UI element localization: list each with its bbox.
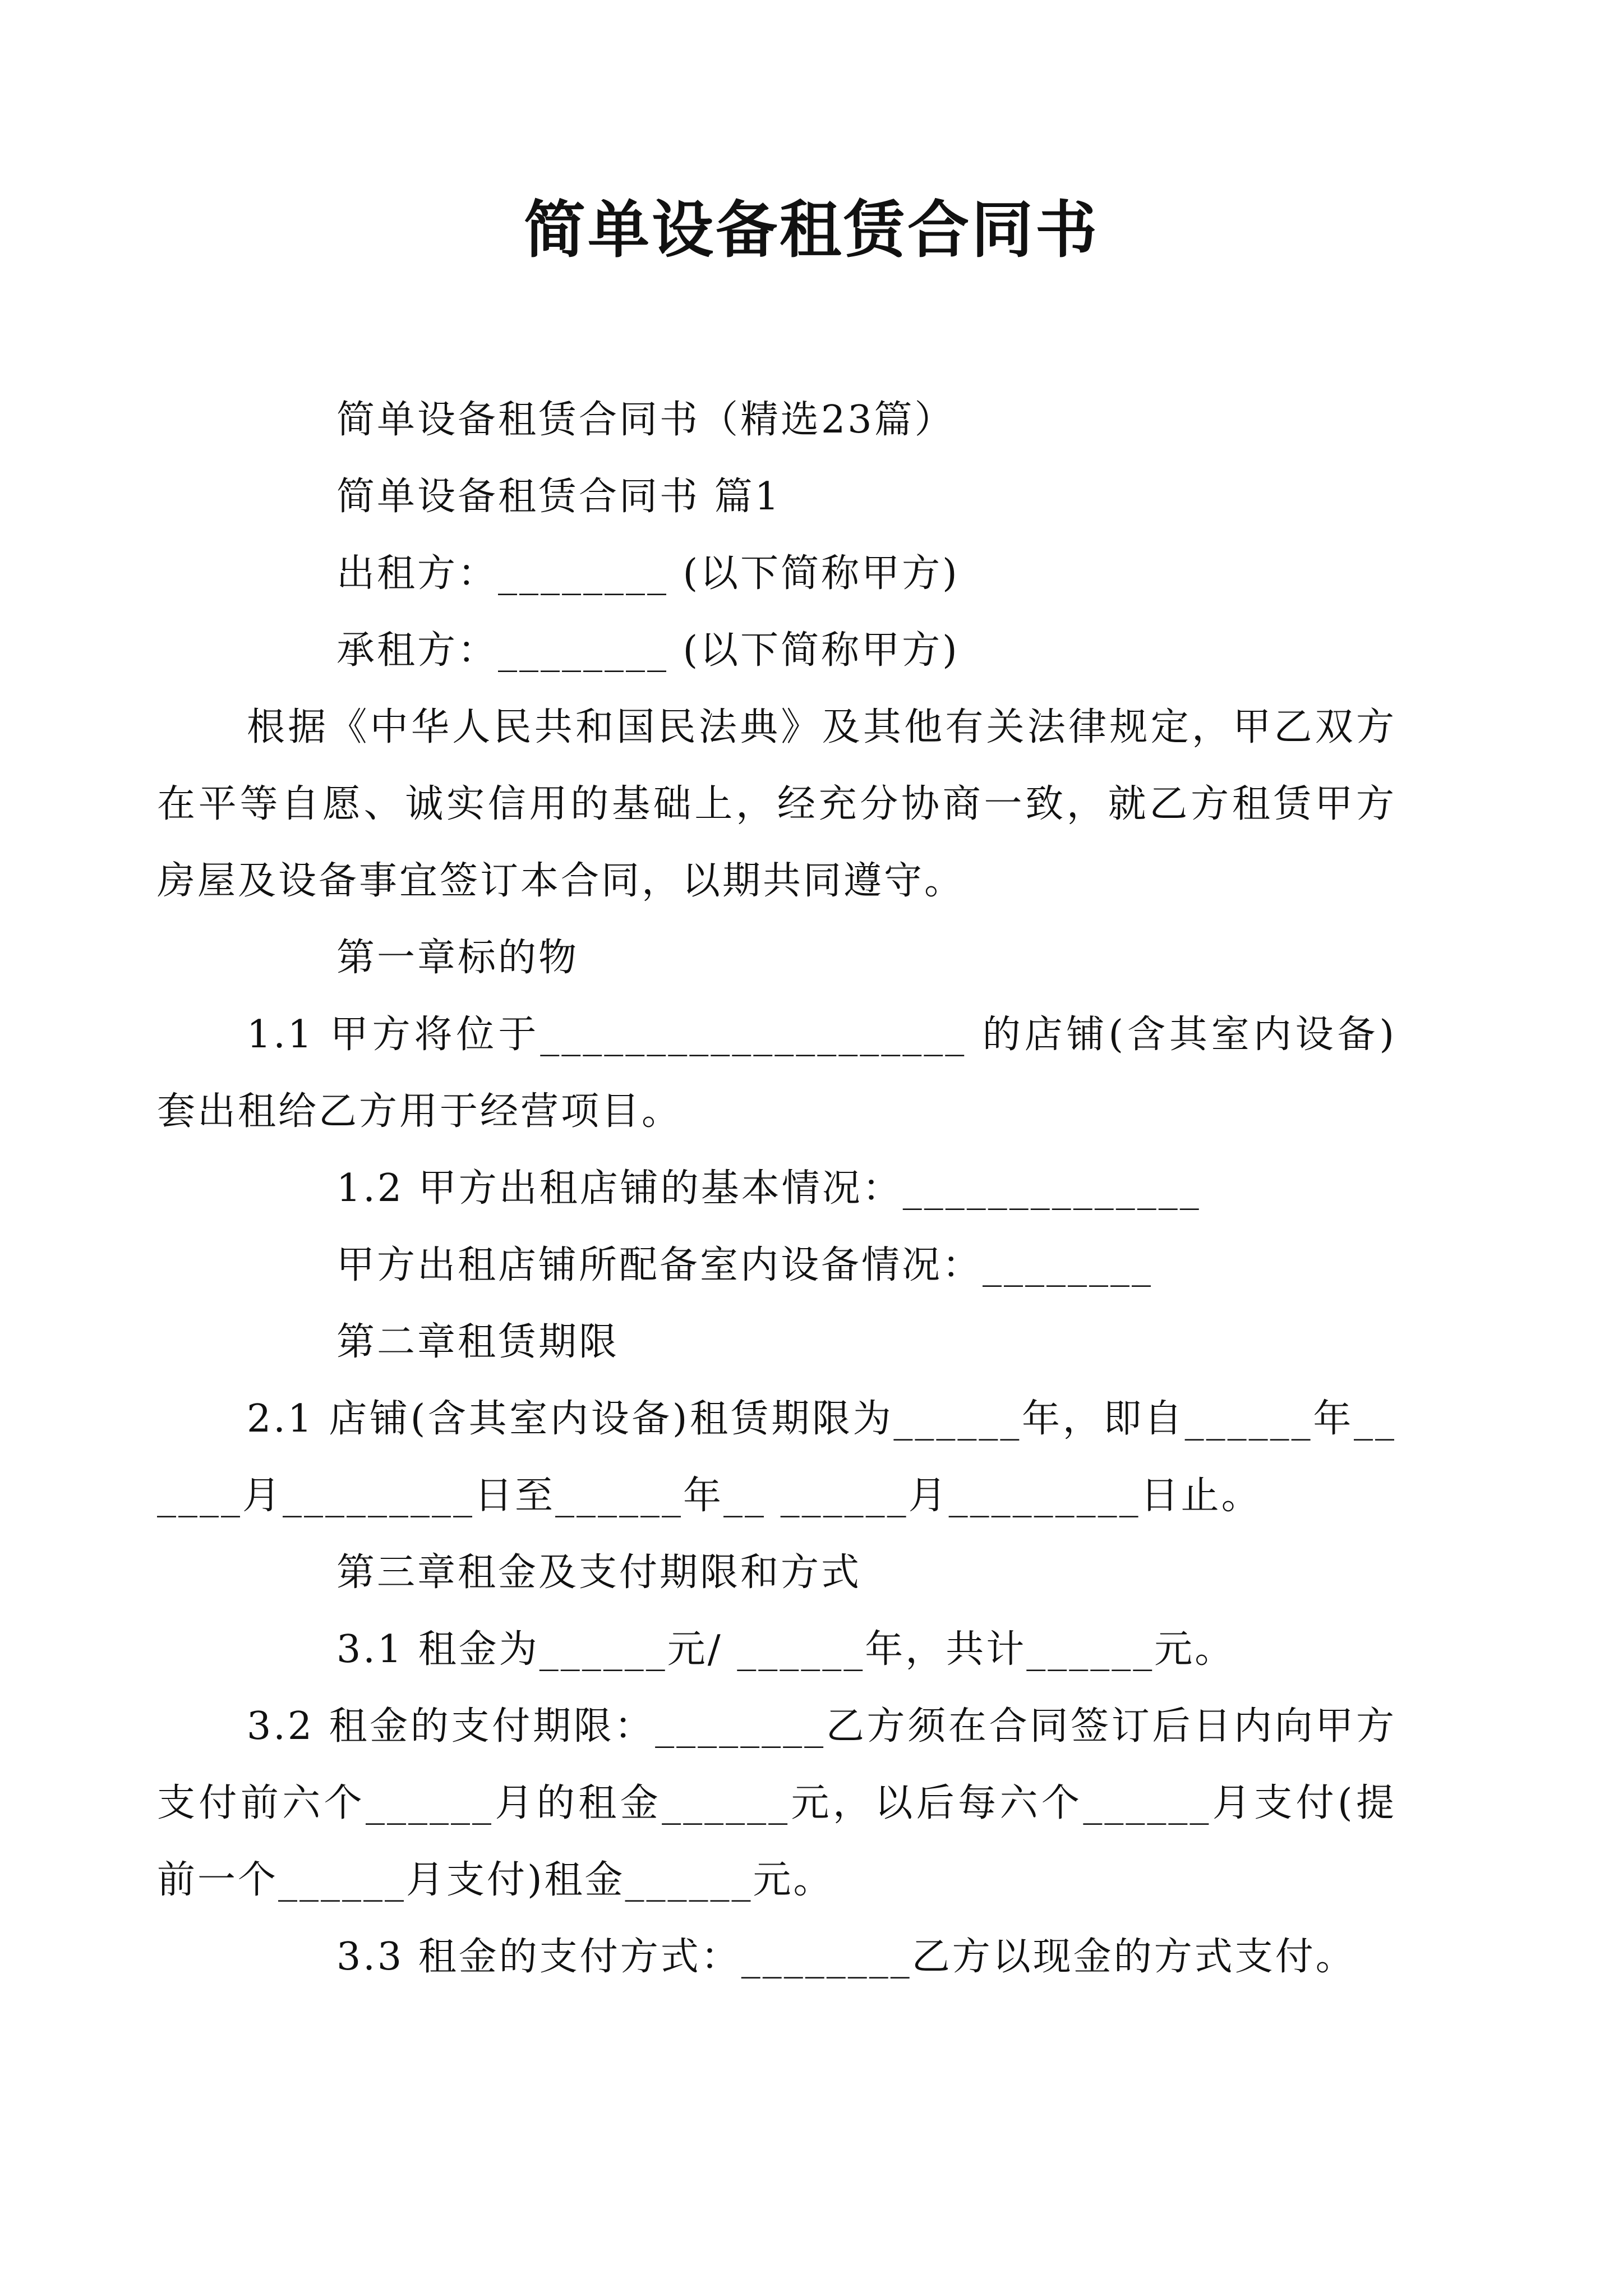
lessor-line: 出租方：________ (以下简称甲方) <box>336 551 960 596</box>
clause-1-1: 1.1 甲方将位于____________________ 的店铺(含其室内设备)套出租给乙方用于经营项目。 <box>157 1013 1396 1134</box>
clause-2-1: 2.1 店铺(含其室内设备)租赁期限为______年，即自______年______月_________日至______年__ ______月_________日止。 <box>157 1397 1396 1518</box>
chapter-3-heading: 第三章租金及支付期限和方式 <box>336 1550 862 1595</box>
clause-3-3: 3.3 租金的支付方式：________乙方以现金的方式支付。 <box>336 1935 1356 1979</box>
lessee-line: 承租方：________ (以下简称甲方) <box>336 628 960 673</box>
clause-1-2-equipment: 甲方出租店铺所配备室内设备情况：________ <box>336 1243 1154 1287</box>
clause-3-1: 3.1 租金为______元/ ______年，共计______元。 <box>336 1627 1235 1672</box>
chapter-1-heading: 第一章标的物 <box>336 936 579 980</box>
clause-3-2: 3.2 租金的支付期限：________乙方须在合同签订后日内向甲方支付前六个______月的租金______元，以后每六个______月支付(提前一个______月支付)租金______元。 <box>157 1704 1396 1902</box>
chapter-2-heading: 第二章租赁期限 <box>336 1320 620 1364</box>
preamble-paragraph: 根据《中华人民共和国民法典》及其他有关法律规定，甲乙双方在平等自愿、诚实信用的基础上，经充分协商一致，就乙方租赁甲方房屋及设备事宜签订本合同，以期共同遵守。 <box>157 705 1396 903</box>
collection-title: 简单设备租赁合同书（精选23篇） <box>336 398 955 442</box>
document-title: 简单设备租赁合同书 <box>524 194 1099 266</box>
clause-1-2: 1.2 甲方出租店铺的基本情况：______________ <box>336 1166 1201 1211</box>
article-title: 简单设备租赁合同书 篇1 <box>336 475 781 519</box>
document-body <box>157 381 1396 1995</box>
